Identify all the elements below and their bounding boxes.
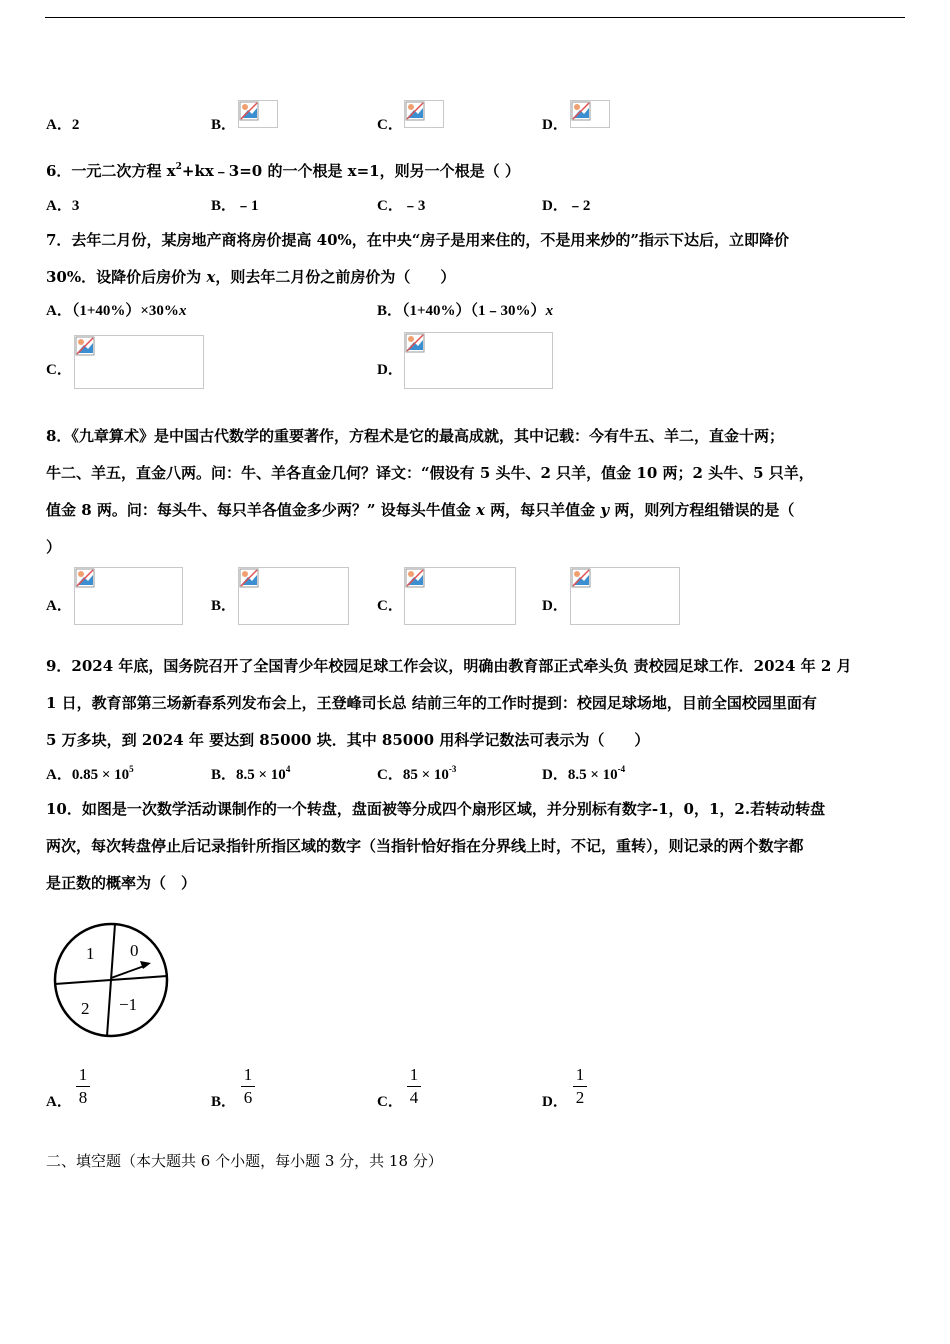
- q9-stem-line3: 5 万多块，到 2024 年 要达到 85000 块．其中 85000 用科学记数法可表示为（ ）: [46, 731, 650, 749]
- header-rule: [45, 17, 905, 18]
- q10-option-d[interactable]: D．: [542, 1094, 568, 1110]
- q6-option-d[interactable]: D．﹣2: [542, 198, 591, 214]
- q9-option-b[interactable]: B．$8.5 \times 10^4$: [211, 764, 291, 783]
- spinner-label-1: 1: [86, 944, 95, 963]
- q9-stem-line1: 9．2024 年底，国务院召开了全国青少年校园足球工作会议，明确由教育部正式牵头负 责校园足球工作．2024 年 2 月: [46, 657, 852, 675]
- broken-image-icon: [404, 100, 444, 128]
- q10-option-a[interactable]: A．: [46, 1094, 72, 1110]
- q6-option-a[interactable]: A．3: [46, 198, 80, 214]
- q10-fraction-b: 1 6: [241, 1066, 255, 1107]
- q5-option-d[interactable]: D．: [542, 117, 568, 133]
- q7-stem-line2: 30%．设降价后房价为 x，则去年二月份之前房价为（ ）: [46, 268, 456, 286]
- q5-option-a[interactable]: A．2: [46, 117, 80, 133]
- q8-stem-line2: 牛二、羊五，直金八两。问：牛、羊各直金几何？译文：“假设有 5 头牛、2 只羊，值金 10 两；2 头牛、5 只羊，: [46, 464, 814, 482]
- broken-image-icon: [570, 100, 610, 128]
- broken-image-icon: [404, 567, 516, 625]
- q10-fraction-a: 1 8: [76, 1066, 90, 1107]
- q10-stem-line2: 两次，每次转盘停止后记录指针所指区域的数字（当指针恰好指在分界线上时，不记，重转），则记录的两个数字都: [46, 837, 804, 855]
- q9-option-c[interactable]: C．$85 \times 10^{-3}$: [377, 764, 457, 783]
- q6-stem: 6．一元二次方程 $x^2+kx﹣3=0$ 的一个根是 x=1，则另一个根是（ ）: [46, 162, 520, 180]
- q9-option-d[interactable]: D．$8.5 \times 10^{-4}$: [542, 764, 626, 783]
- q5-option-b[interactable]: B．: [211, 117, 237, 133]
- q10-stem-line3: 是正数的概率为（ ）: [46, 874, 197, 892]
- section-heading: 二、填空题（本大题共 6 个小题，每小题 3 分，共 18 分）: [46, 1152, 443, 1170]
- q7-option-d[interactable]: D．: [377, 362, 403, 378]
- q8-option-c[interactable]: C．: [377, 598, 403, 614]
- q10-option-c[interactable]: C．: [377, 1094, 403, 1110]
- q8-stem-line1: 8．《九章算术》是中国古代数学的重要著作，方程术是它的最高成就，其中记载：今有牛五、羊二，直金十两；: [46, 427, 784, 445]
- broken-image-icon: [238, 567, 349, 625]
- q8-option-a[interactable]: A．: [46, 598, 72, 614]
- broken-image-icon: [74, 567, 183, 625]
- spinner-label-neg1: −1: [119, 995, 138, 1014]
- q9-option-a[interactable]: A．$0.85 \times 10^5$: [46, 764, 134, 783]
- q7-option-a[interactable]: A．（1+40%）×30%x: [46, 303, 187, 319]
- q8-option-d[interactable]: D．: [542, 598, 568, 614]
- q9-stem-line2: 1 日，教育部第三场新春系列发布会上，王登峰司长总 结前三年的工作时提到：校园足球场地，目前全国校园里面有: [46, 694, 817, 712]
- q7-option-c[interactable]: C．: [46, 362, 72, 378]
- spinner-label-2: 2: [81, 999, 90, 1018]
- broken-image-icon: [238, 100, 278, 128]
- broken-image-icon: [570, 567, 680, 625]
- q7-option-b[interactable]: B．（1+40%）（1﹣30%）x: [377, 303, 554, 319]
- q8-option-b[interactable]: B．: [211, 598, 237, 614]
- broken-image-icon: [74, 335, 204, 389]
- spinner-diagram: [50, 918, 172, 1044]
- q6-option-c[interactable]: C．﹣3: [377, 198, 426, 214]
- q10-option-b[interactable]: B．: [211, 1094, 237, 1110]
- q8-stem-line3: 值金 8 两。问：每头牛、每只羊各值金多少两？” 设每头牛值金 x 两，每只羊值金 y 两，则列方程组错误的是（: [46, 501, 795, 519]
- q10-fraction-c: 1 4: [407, 1066, 421, 1107]
- q10-stem-line1: 10．如图是一次数学活动课制作的一个转盘，盘面被等分成四个扇形区域，并分别标有数字-1，0，1，2.若转动转盘: [46, 800, 826, 818]
- q5-option-c[interactable]: C．: [377, 117, 403, 133]
- q6-option-b[interactable]: B．﹣1: [211, 198, 259, 214]
- q10-fraction-d: 1 2: [573, 1066, 587, 1107]
- q7-stem-line1: 7．去年二月份，某房地产商将房价提高 40%，在中央“房子是用来住的，不是用来炒的”指示下达后，立即降价: [46, 231, 790, 249]
- broken-image-icon: [404, 332, 553, 389]
- q8-stem-line4: ）: [46, 538, 62, 556]
- spinner-label-0: 0: [130, 941, 139, 960]
